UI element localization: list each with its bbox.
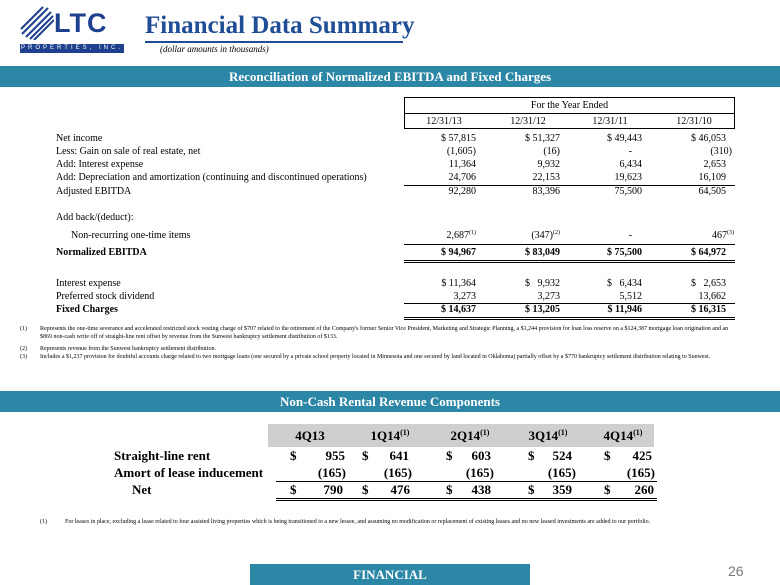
cell: 603 [471,448,491,463]
footnote-text: For leases in place, excluding a lease related to four assisted living properties which is being transitioned to a new lessee, and assuming no modification or replacement of existing leases and no new leased investments are added to our portfolio. [65,519,651,525]
section-band-ebitda: Reconciliation of Normalized EBITDA and Fixed Charges [0,66,780,87]
footnote-ref: (1) [633,428,643,437]
logo-wordmark: LTC [54,8,108,38]
footnote-num: (1) [20,326,27,332]
cell: 955 [325,448,345,463]
row-label-straight-line: Straight-line rent [114,448,211,463]
row-label-depreciation: Add: Depreciation and amortization (continuing and discontinued operations) [56,172,367,183]
currency: $ [446,448,453,463]
cell: (165) [465,465,494,480]
footnote-num: (1) [40,519,47,525]
currency: $ [528,448,535,463]
cell: 92,280 [448,186,476,197]
quarter-header [280,428,340,444]
logo-globe-icon [20,6,54,40]
row-label-net-income: Net income [56,133,103,144]
cell: (165) [383,465,412,480]
cell: 83,396 [532,186,560,197]
row-label-adjusted-ebitda: Adjusted EBITDA [56,186,132,197]
logo-subtitle: PROPERTIES, INC. [21,45,123,51]
cell: 9,932 [537,159,560,170]
currency: $ [528,482,535,497]
footnote-text: Includes a $1,237 provision for doubtful accounts charge related to two mortgage loans (one secured by a private school property located in Minnesota and one secured by land located in Oklahoma) partially offset by a $770 bankruptcy settlement distribution relating to Sunwest. [40,354,711,360]
row-label-preferred-dividend: Preferred stock dividend [56,291,155,302]
cell: (16) [543,146,560,157]
currency: $ [362,482,369,497]
footnote-num: (3) [20,354,27,360]
cell [654,230,734,242]
cell: 476 [390,482,410,497]
cell: (165) [626,465,655,480]
cell: 524 [552,448,572,463]
cell: 3,273 [453,291,476,302]
cell [488,230,560,242]
cell: 260 [634,482,654,497]
double-rule-net [276,498,657,499]
footnote-text: Represents revenue from the Sunwest bankruptcy settlement distribution. [40,346,216,352]
page-title: Financial Data Summary [145,12,415,39]
cell: $ 16,315 [691,304,726,315]
rule-above-normalized [404,244,735,245]
quarter-header [510,428,586,444]
cell: $ 14,637 [441,304,476,315]
footnote-ref: (3) [727,230,734,236]
double-rule-normalized [404,262,735,263]
cell: $ 49,443 [607,133,642,144]
double-rule-net [276,500,657,501]
cell: 24,706 [448,172,476,183]
cell [404,230,476,242]
cell: (165) [317,465,346,480]
period-header-divider [404,113,735,114]
row-label-normalized-ebitda: Normalized EBITDA [56,247,147,258]
footnote-ref: (1) [400,428,410,437]
cell: 2,653 [703,159,726,170]
cell: $ 64,972 [691,247,726,258]
cell: 641 [389,448,409,463]
cell: 64,505 [698,186,726,197]
period-header: For the Year Ended [530,100,609,111]
addback-label: Add back/(deduct): [56,212,134,223]
cell: (310) [710,146,732,157]
footnote-ref: (1) [469,230,476,236]
row-label-amort: Amort of lease inducement [114,465,264,480]
cell: 19,623 [614,172,642,183]
footer-section-label: FINANCIAL [250,564,530,585]
cell: $ 2,653 [691,278,726,289]
row-label-nonrecurring: Non-recurring one-time items [71,230,191,241]
col-header-2012: 12/31/12 [510,116,546,127]
footnote-ref: (1) [480,428,490,437]
cell: (1,605) [446,146,476,157]
col-header-2013: 12/31/13 [426,116,462,127]
footnote-ref: (2) [553,230,560,236]
cell: 425 [632,448,652,463]
quarter-label: 3Q14 [528,428,559,443]
cell-value: 467 [712,230,727,241]
footnote-ref: (1) [558,428,568,437]
cell: 22,153 [532,172,560,183]
cell: 5,512 [619,291,642,302]
cell: 790 [323,482,343,497]
cell: 359 [552,482,572,497]
currency: $ [446,482,453,497]
cell: $ 11,364 [441,278,476,289]
cell: $ 11,946 [607,304,642,315]
row-label-interest: Interest expense [56,278,121,289]
col-header-2010: 12/31/10 [676,116,712,127]
quarter-label: 4Q14 [603,428,634,443]
cell: 3,273 [537,291,560,302]
cell-value: (347) [531,230,553,241]
cell: $ 46,053 [691,133,726,144]
row-label-gain-on-sale: Less: Gain on sale of real estate, net [56,146,201,157]
page-subtitle: (dollar amounts in thousands) [160,44,269,54]
row-label-fixed-charges: Fixed Charges [56,304,118,315]
footnote-num: (2) [20,346,27,352]
cell: $ 51,327 [525,133,560,144]
currency: $ [290,482,297,497]
cell: - [628,146,632,157]
cell: 11,364 [448,159,476,170]
cell: 13,662 [698,291,726,302]
quarter-header [590,428,656,444]
page-number: 26 [728,563,744,579]
currency: $ [290,448,297,463]
cell: - [628,230,632,241]
double-rule-fixed [404,317,735,318]
row-label-net: Net [132,482,152,497]
title-underline [145,41,403,43]
cell-value: 2,687 [446,230,469,241]
cell: 75,500 [614,186,642,197]
company-logo [20,6,124,54]
cell: $ 13,205 [525,304,560,315]
cell: 6,434 [619,159,642,170]
double-rule-normalized [404,260,735,261]
quarter-label: 4Q13 [295,428,325,443]
cell: $ 9,932 [525,278,560,289]
currency: $ [362,448,369,463]
currency: $ [604,482,611,497]
cell: (165) [547,465,576,480]
cell: $ 94,967 [441,247,476,258]
quarter-label: 2Q14 [450,428,481,443]
currency: $ [604,448,611,463]
cell: $ 57,815 [441,133,476,144]
col-header-2011: 12/31/11 [592,116,628,127]
quarter-label: 1Q14 [370,428,401,443]
cell: 438 [471,482,491,497]
cell: 16,109 [698,172,726,183]
row-label-interest-expense: Add: Interest expense [56,159,144,170]
quarter-header [432,428,508,444]
footnote-text: Represents the one-time severance and accelerated restricted stock vesting charge of $707 related to the retirement of the Company's former Senior Vice President, Marketing and Strategic Planning, a $1,244 provision for loan loss reserve on a $124,387 mortgage loan origination and an $869 non-cash write off of straight-line rent offset by revenue from the Sunwest bankruptcy settlement distribution of $133. [40,326,729,340]
cell: $ 75,500 [607,247,642,258]
cell: $ 83,049 [525,247,560,258]
quarter-header [352,428,428,444]
cell: $ 6,434 [607,278,642,289]
double-rule-fixed [404,319,735,320]
section-band-rental: Non-Cash Rental Revenue Components [0,391,780,412]
